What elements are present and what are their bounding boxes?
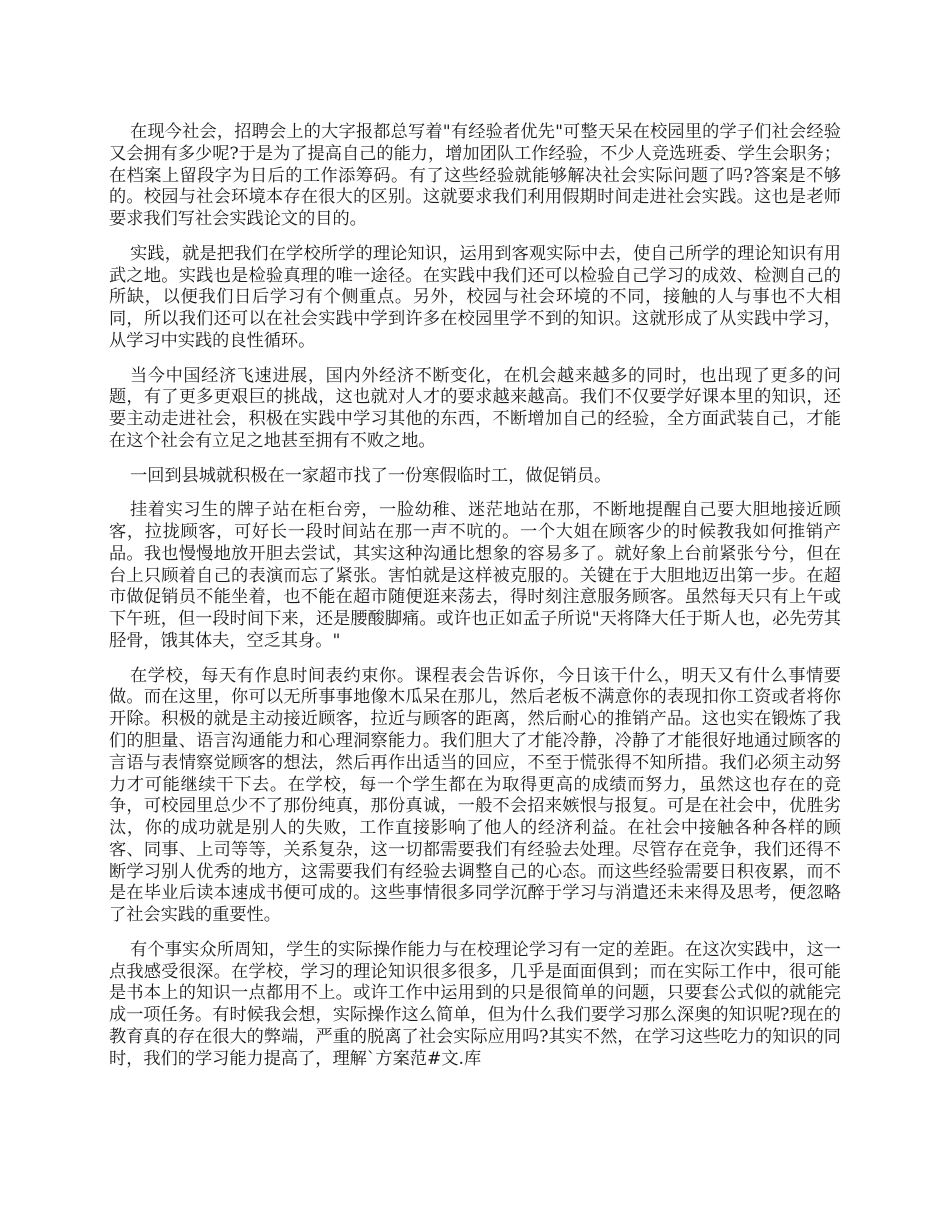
- document-body: [109, 122, 841, 1083]
- paragraph: 在现今社会，招聘会上的大字报都总写着"有经验者优先"可整天呆在校园里的学子们社会经验又会拥有多少呢?于是为了提高自己的能力，增加团队工作经验，不少人竞选班委、学生会职务；在档案上留段字为日后的工作添筹码。有了这些经验就能够解决社会实际问题了吗?答案是不够的。校园与社会环境本存在很大的区别。这就要求我们利用假期时间走进社会实践。这也是老师要求我们写社会实践论文的目的。: [109, 122, 841, 230]
- paragraph: 当今中国经济飞速进展，国内外经济不断变化，在机会越来越多的同时，也出现了更多的问题，有了更多更艰巨的挑战，这也就对人才的要求越来越高。我们不仅要学好课本里的知识，还要主动走进社会，积极在实践中学习其他的东西，不断增加自己的经验，全方面武装自己，才能在这个社会有立足之地甚至拥有不败之地。: [109, 365, 841, 451]
- paragraph: 实践，就是把我们在学校所学的理论知识，运用到客观实际中去，使自己所学的理论知识有用武之地。实践也是检验真理的唯一途径。在实践中我们还可以检验自己学习的成效、检测自己的所缺，以便我们日后学习有个侧重点。另外，校园与社会环境的不同，接触的人与事也不大相同，所以我们还可以在社会实践中学到许多在校园里学不到的知识。这就形成了从实践中学习，从学习中实践的良性循环。: [109, 243, 841, 351]
- paragraph: 有个事实众所周知，学生的实际操作能力与在校理论学习有一定的差距。在这次实践中，这一点我感受很深。在学校，学习的理论知识很多很多，几乎是面面俱到；而在实际工作中，很可能是书本上的知识一点都用不上。或许工作中运用到的只是很简单的问题，只要套公式似的就能完成一项任务。有时候我会想，实际操作这么简单，但为什么我们要学习那么深奥的知识呢?现在的教育真的存在很大的弊端，严重的脱离了社会实际应用吗?其实不然，在学习这些吃力的知识的同时，我们的学习能力提高了，理解`方案范#文.库: [109, 939, 841, 1069]
- paragraph: 一回到县城就积极在一家超市找了一份寒假临时工，做促销员。: [130, 465, 612, 486]
- paragraph: 在学校，每天有作息时间表约束你。课程表会告诉你，今日该干什么，明天又有什么事情要做。而在这里，你可以无所事事地像木瓜呆在那儿，然后老板不满意你的表现扣你工资或者将你开除。积极的就是主动接近顾客，拉近与顾客的距离，然后耐心的推销产品。这也实在锻炼了我们的胆量、语言沟通能力和心理洞察能力。我们胆大了才能冷静，冷静了才能很好地通过顾客的言语与表情察觉顾客的想法，然后再作出适当的回应，不至于慌张得不知所措。我们必须主动努力才可能继续干下去。在学校，每一个学生都在为取得更高的成绩而努力，虽然这也存在的竞争，可校园里总少不了那份纯真，那份真诚，一般不会招来嫉恨与报复。可是在社会中，优胜劣汰，你的成功就是别人的失败，工作直接影响了他人的经济利益。在社会中接触各种各样的顾客、同事、上司等等，关系复杂，这一切都需要我们有经验去处理。尽管存在竞争，我们还得不断学习别人优秀的地方，这需要我们有经验去调整自己的心态。而这些经验需要日积夜累，而不是在毕业后读本速成书便可成的。这些事情很多同学沉醉于学习与消遣还未来得及思考，便忽略了社会实践的重要性。: [109, 665, 841, 926]
- paragraph: 挂着实习生的牌子站在柜台旁，一脸幼稚、迷茫地站在那，不断地提醒自己要大胆地接近顾客，拉拢顾客，可好长一段时间站在那一声不吭的。一个大姐在顾客少的时候教我如何推销产品。我也慢慢地放开胆去尝试，其实这种沟通比想象的容易多了。就好象上台前紧张兮兮，但在台上只顾着自己的表演而忘了紧张。害怕就是这样被克服的。关键在于大胆地迈出第一步。在超市做促销员不能坐着，也不能在超市随便逛来荡去，得时刻注意服务顾客。虽然每天只有上午或下午班，但一段时间下来，还是腰酸脚痛。或许也正如孟子所说"天将降大任于斯人也，必先劳其胫骨，饿其体夫，空乏其身。": [109, 500, 841, 651]
